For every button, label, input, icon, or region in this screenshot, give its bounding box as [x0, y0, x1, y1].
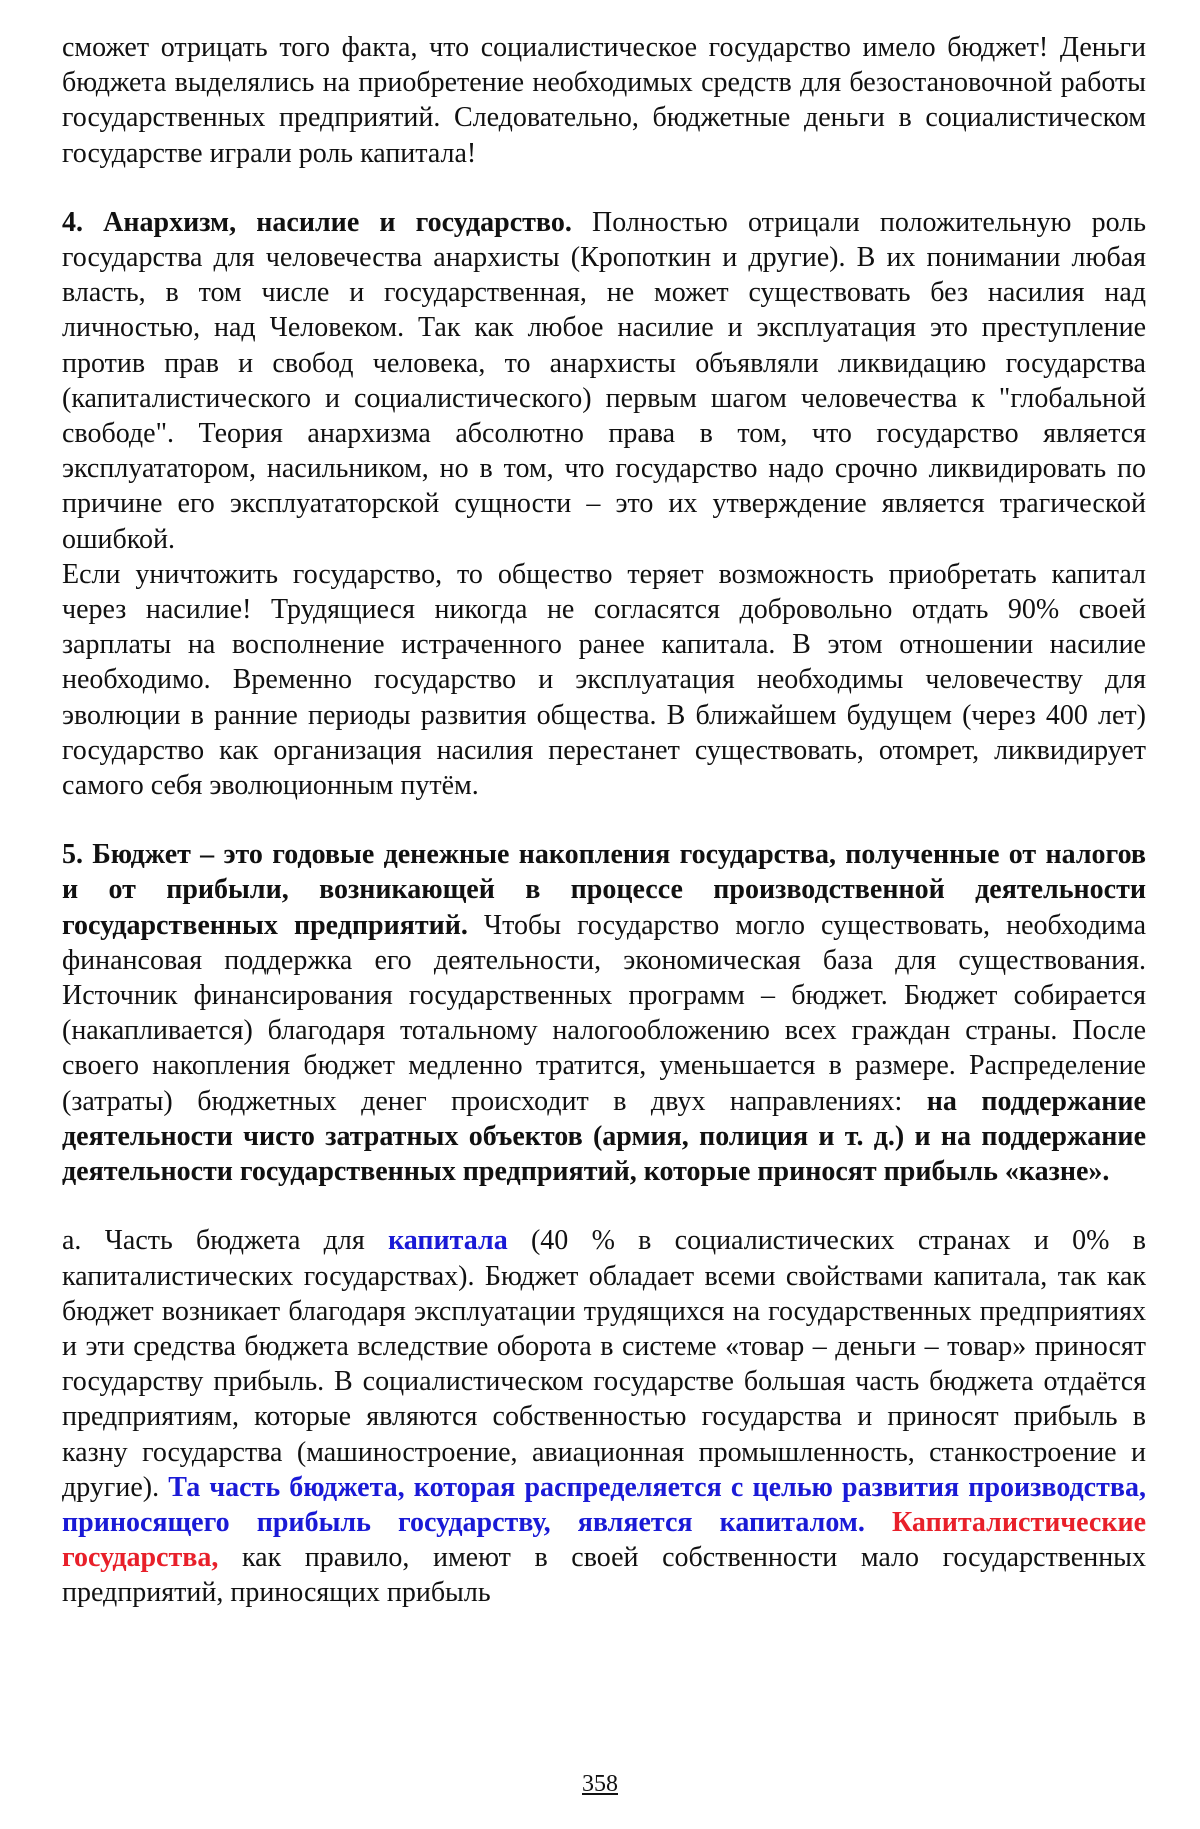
spacer	[62, 1189, 1146, 1223]
section-5-paragraph	[62, 837, 1146, 1189]
section-4-paragraph-2: Если уничтожить государство, то общество теряет возможность приобретать капитал через насилие! Трудящиеся никогда не согласятся добровольно отдать 90% своей зарплаты на восполнение истраченного ранее капитала. В этом отношении насилие необходимо. Временно государство и эксплуатация необходимы человечеству для эволюции в ранние периоды развития общества. В ближайшем будущем (через 400 лет) государство как организация насилия перестанет существовать, отомрет, ликвидирует самого себя эволюционным путём.	[62, 558, 1146, 802]
section-4-heading: 4. Анархизм, насилие и государство.	[62, 206, 572, 238]
page-number: 358	[582, 1771, 618, 1797]
paragraph-a-text-2: (40 % в социалистических странах и 0% в капиталистических государствах). Бюджет обладает всеми свойствами капитала, так как бюджет возникает благодаря эксплуатации трудящихся на государственных предприятиях и эти средства бюджета вследствие оборота в системе «товар – деньги – товар» приносят государству прибыль. В социалистическом государстве большая часть бюджета отдаётся предприятиям, которые являются собственностью государства и приносят прибыль в казну государства (машиностроение, авиационная промышленность, станкостроение и другие).	[62, 1225, 1146, 1503]
spacer	[62, 171, 1146, 205]
section-4-paragraph	[62, 205, 1146, 557]
paragraph-a-text-3: как правило, имеют в своей собственности мало государственных предприятий, приносящих прибыль	[62, 1542, 1146, 1609]
section-5-heading: 5. Бюджет – это годовые денежные накопления государства, полученные от налогов и от прибыли, возникающей в процессе производственной деятельности государственных предприятий.	[62, 839, 1146, 941]
paragraph-intro: сможет отрицать того факта, что социалистическое государство имело бюджет! Деньги бюджета выделялись на приобретение необходимых средств для безостановочной работы государственных предприятий. Следовательно, бюджетные деньги в социалистическом государстве играли роль капитала!	[62, 32, 1146, 169]
capital-definition: Та часть бюджета, которая распределяется с целью развития производства, приносящего прибыль государству, является капиталом.	[62, 1471, 1146, 1538]
spacer	[62, 803, 1146, 837]
paragraph-a	[62, 1223, 1146, 1610]
capitalist-states-term: Капиталистические государства,	[62, 1506, 1147, 1574]
section-4-text: Полностью отрицали положительную роль государства для человечества анархисты (Кропоткин и другие). В их понимании любая власть, в том числе и государственная, не может существовать без насилия над личностью, над Человеком. Так как любое насилие и эксплуатация это преступление против прав и свобод человека, то анархисты объявляли ликвидацию государства (капиталистического и социалистического) первым шагом человечества к "глобальной свободе". Теория анархизма абсолютно права в том, что государство является эксплуататором, насильником, но в том, что государство надо срочно ликвидировать по причине его эксплуататорской сущности – это их утверждение является трагической ошибкой.	[62, 206, 1146, 555]
paragraph-a-text-1: а. Часть бюджета для	[62, 1225, 389, 1257]
section-5-bold-end: на поддержание деятельности чисто затратных объектов (армия, полиция и т. д.) и на поддержание деятельности государственных предприятий, которые приносят прибыль «казне».	[62, 1085, 1146, 1188]
section-5-text: Чтобы государство могло существовать, необходима финансовая поддержка его деятельности, экономическая база для существования. Источник финансирования государственных программ – бюджет. Бюджет собирается (накапливается) благодаря тотальному налогообложению всех граждан страны. После своего накопления бюджет медленно тратится, уменьшается в размере. Распределение (затраты) бюджетных денег происходит в двух направлениях:	[62, 909, 1146, 1117]
paragraph-a-space	[865, 1507, 892, 1538]
page-content	[62, 30, 1146, 1611]
capital-term: капитала	[388, 1225, 508, 1257]
